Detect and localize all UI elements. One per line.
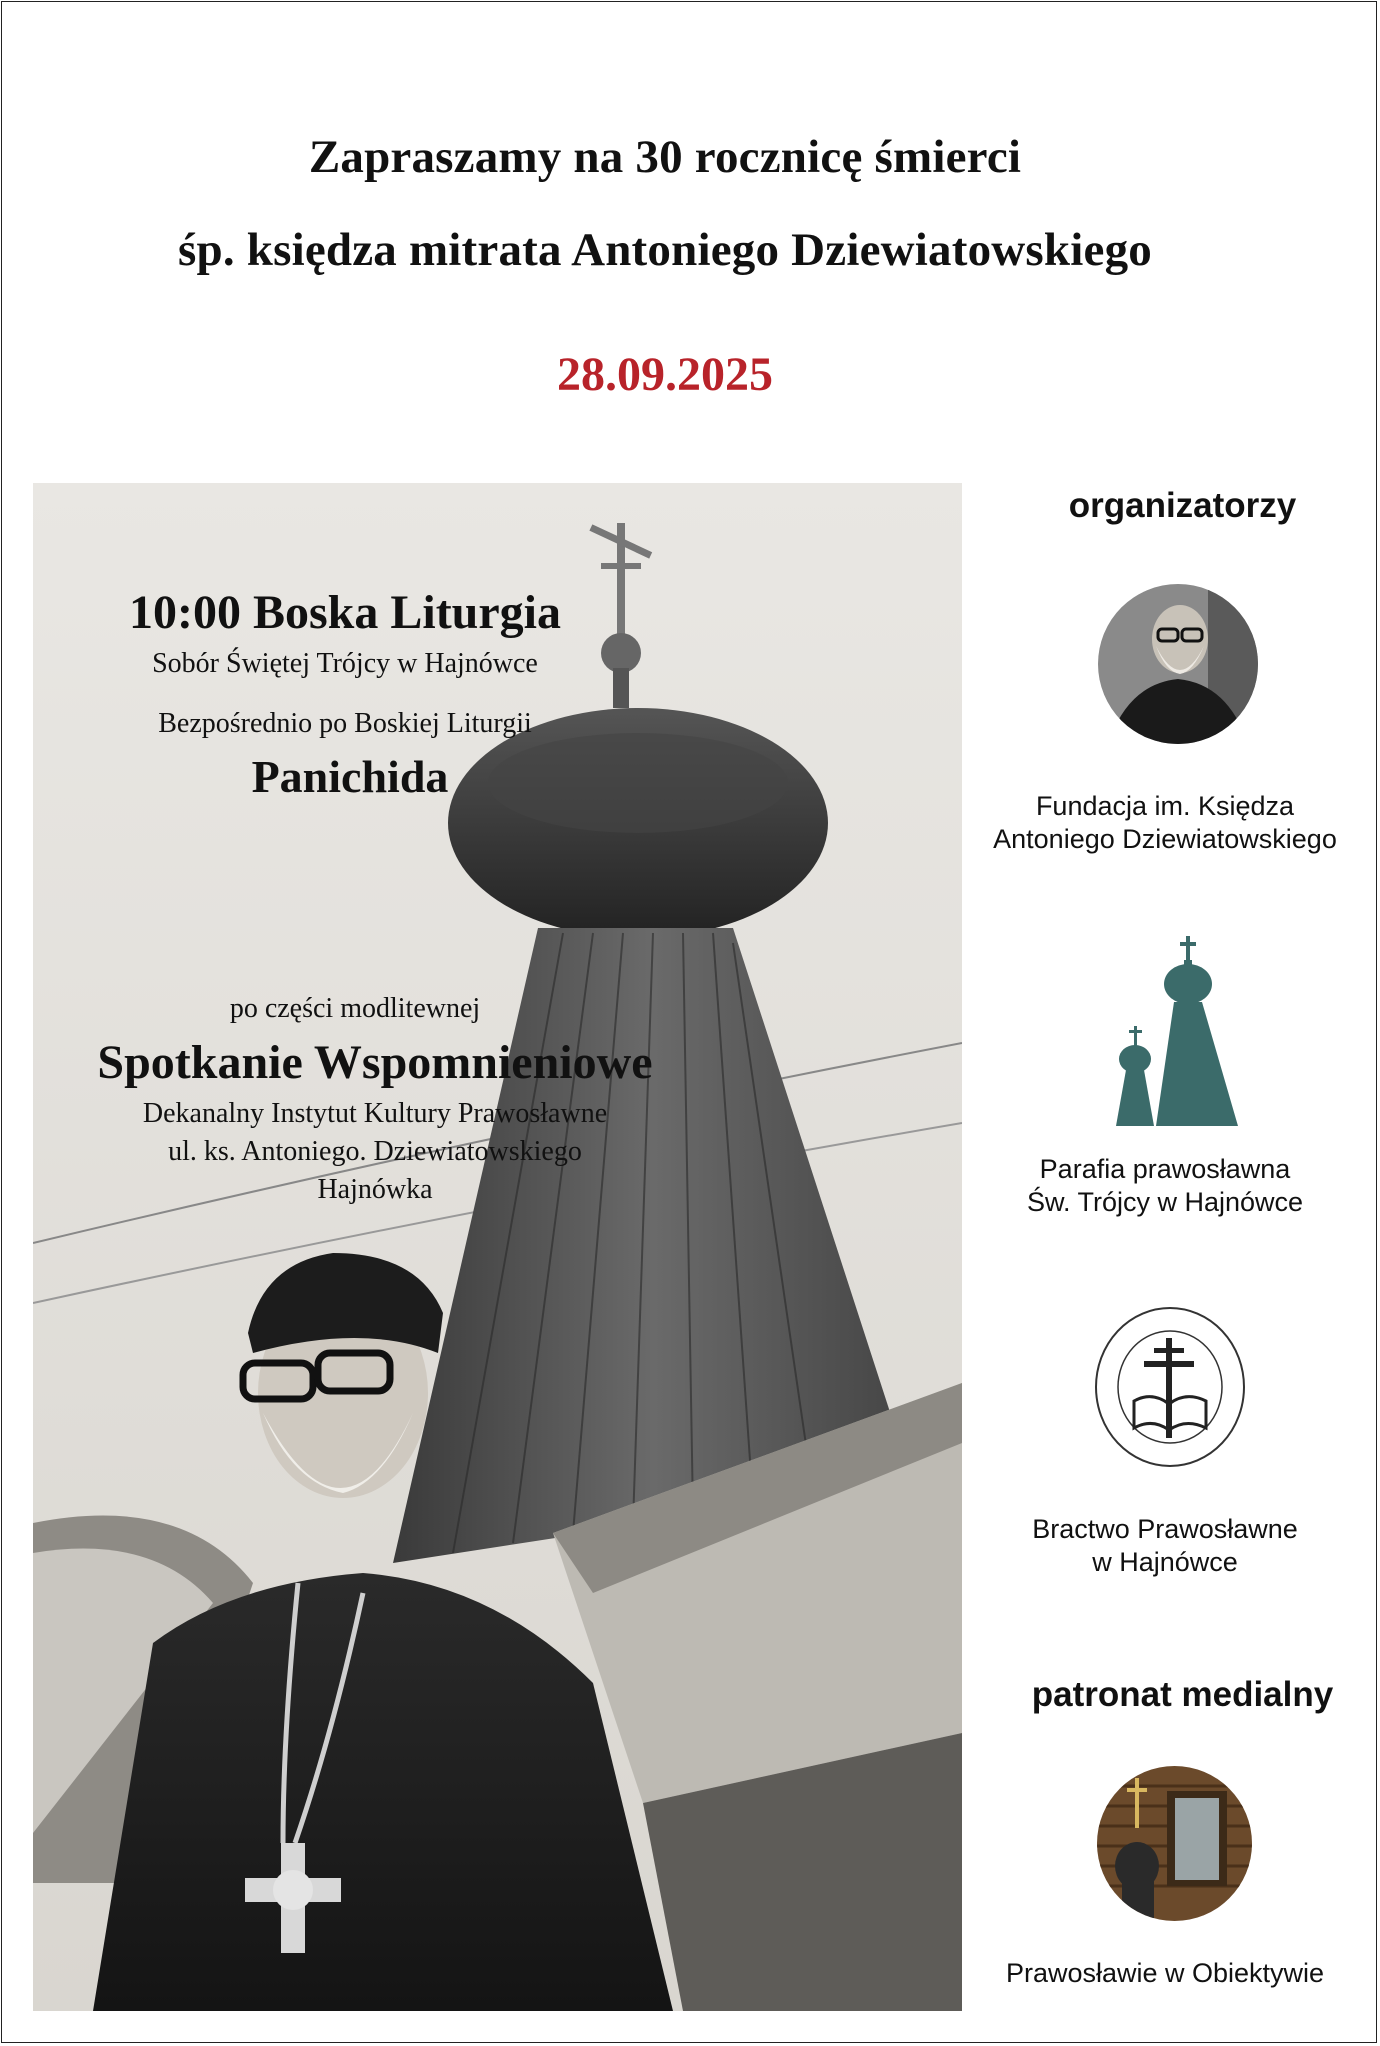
organizer-2-label: Parafia prawosławna Św. Trójcy w Hajnówce <box>1026 1154 1304 1217</box>
organizer-1-label: Fundacja im. Księdza Antoniego Dziewiatowskiego <box>993 791 1337 854</box>
liturgy-place: Sobór Świętej Trójcy w Hajnówce <box>152 648 538 679</box>
event-date: 28.09.2025 <box>557 348 773 401</box>
brotherhood-seal-icon <box>1094 1306 1246 1468</box>
media-patron-label: Prawosławie w Obiektywie <box>1005 1958 1325 1988</box>
portrait-icon <box>1098 584 1258 744</box>
meeting-place: Dekanalny Instytut Kultury Prawosławne <box>142 1098 608 1129</box>
after-liturgy-text: Bezpośrednio po Boskiej Liturgii <box>158 708 532 739</box>
church-domes-icon <box>1110 934 1250 1129</box>
panichida-heading: Panichida <box>251 751 449 802</box>
liturgy-heading: 10:00 Boska Liturgia <box>128 586 562 639</box>
invitation-line-1: Zapraszamy na 30 rocznicę śmierci <box>308 131 1022 183</box>
organizer-3-label: Bractwo Prawosławne w Hajnówce <box>1032 1514 1298 1577</box>
organizers-heading: organizatorzy <box>1068 486 1297 525</box>
after-prayer-text: po części modlitewnej <box>229 993 481 1024</box>
meeting-city: Hajnówka <box>317 1174 433 1205</box>
invitation-line-2: śp. księdza mitrata Antoniego Dziewiatowskiego <box>178 224 1152 276</box>
media-patronage-heading: patronat medialny <box>1031 1675 1334 1714</box>
meeting-heading: Spotkanie Wspomnieniowe <box>97 1036 653 1089</box>
meeting-street: ul. ks. Antoniego. Dziewiatowskiego <box>168 1136 582 1167</box>
church-photo-icon <box>1097 1766 1252 1921</box>
